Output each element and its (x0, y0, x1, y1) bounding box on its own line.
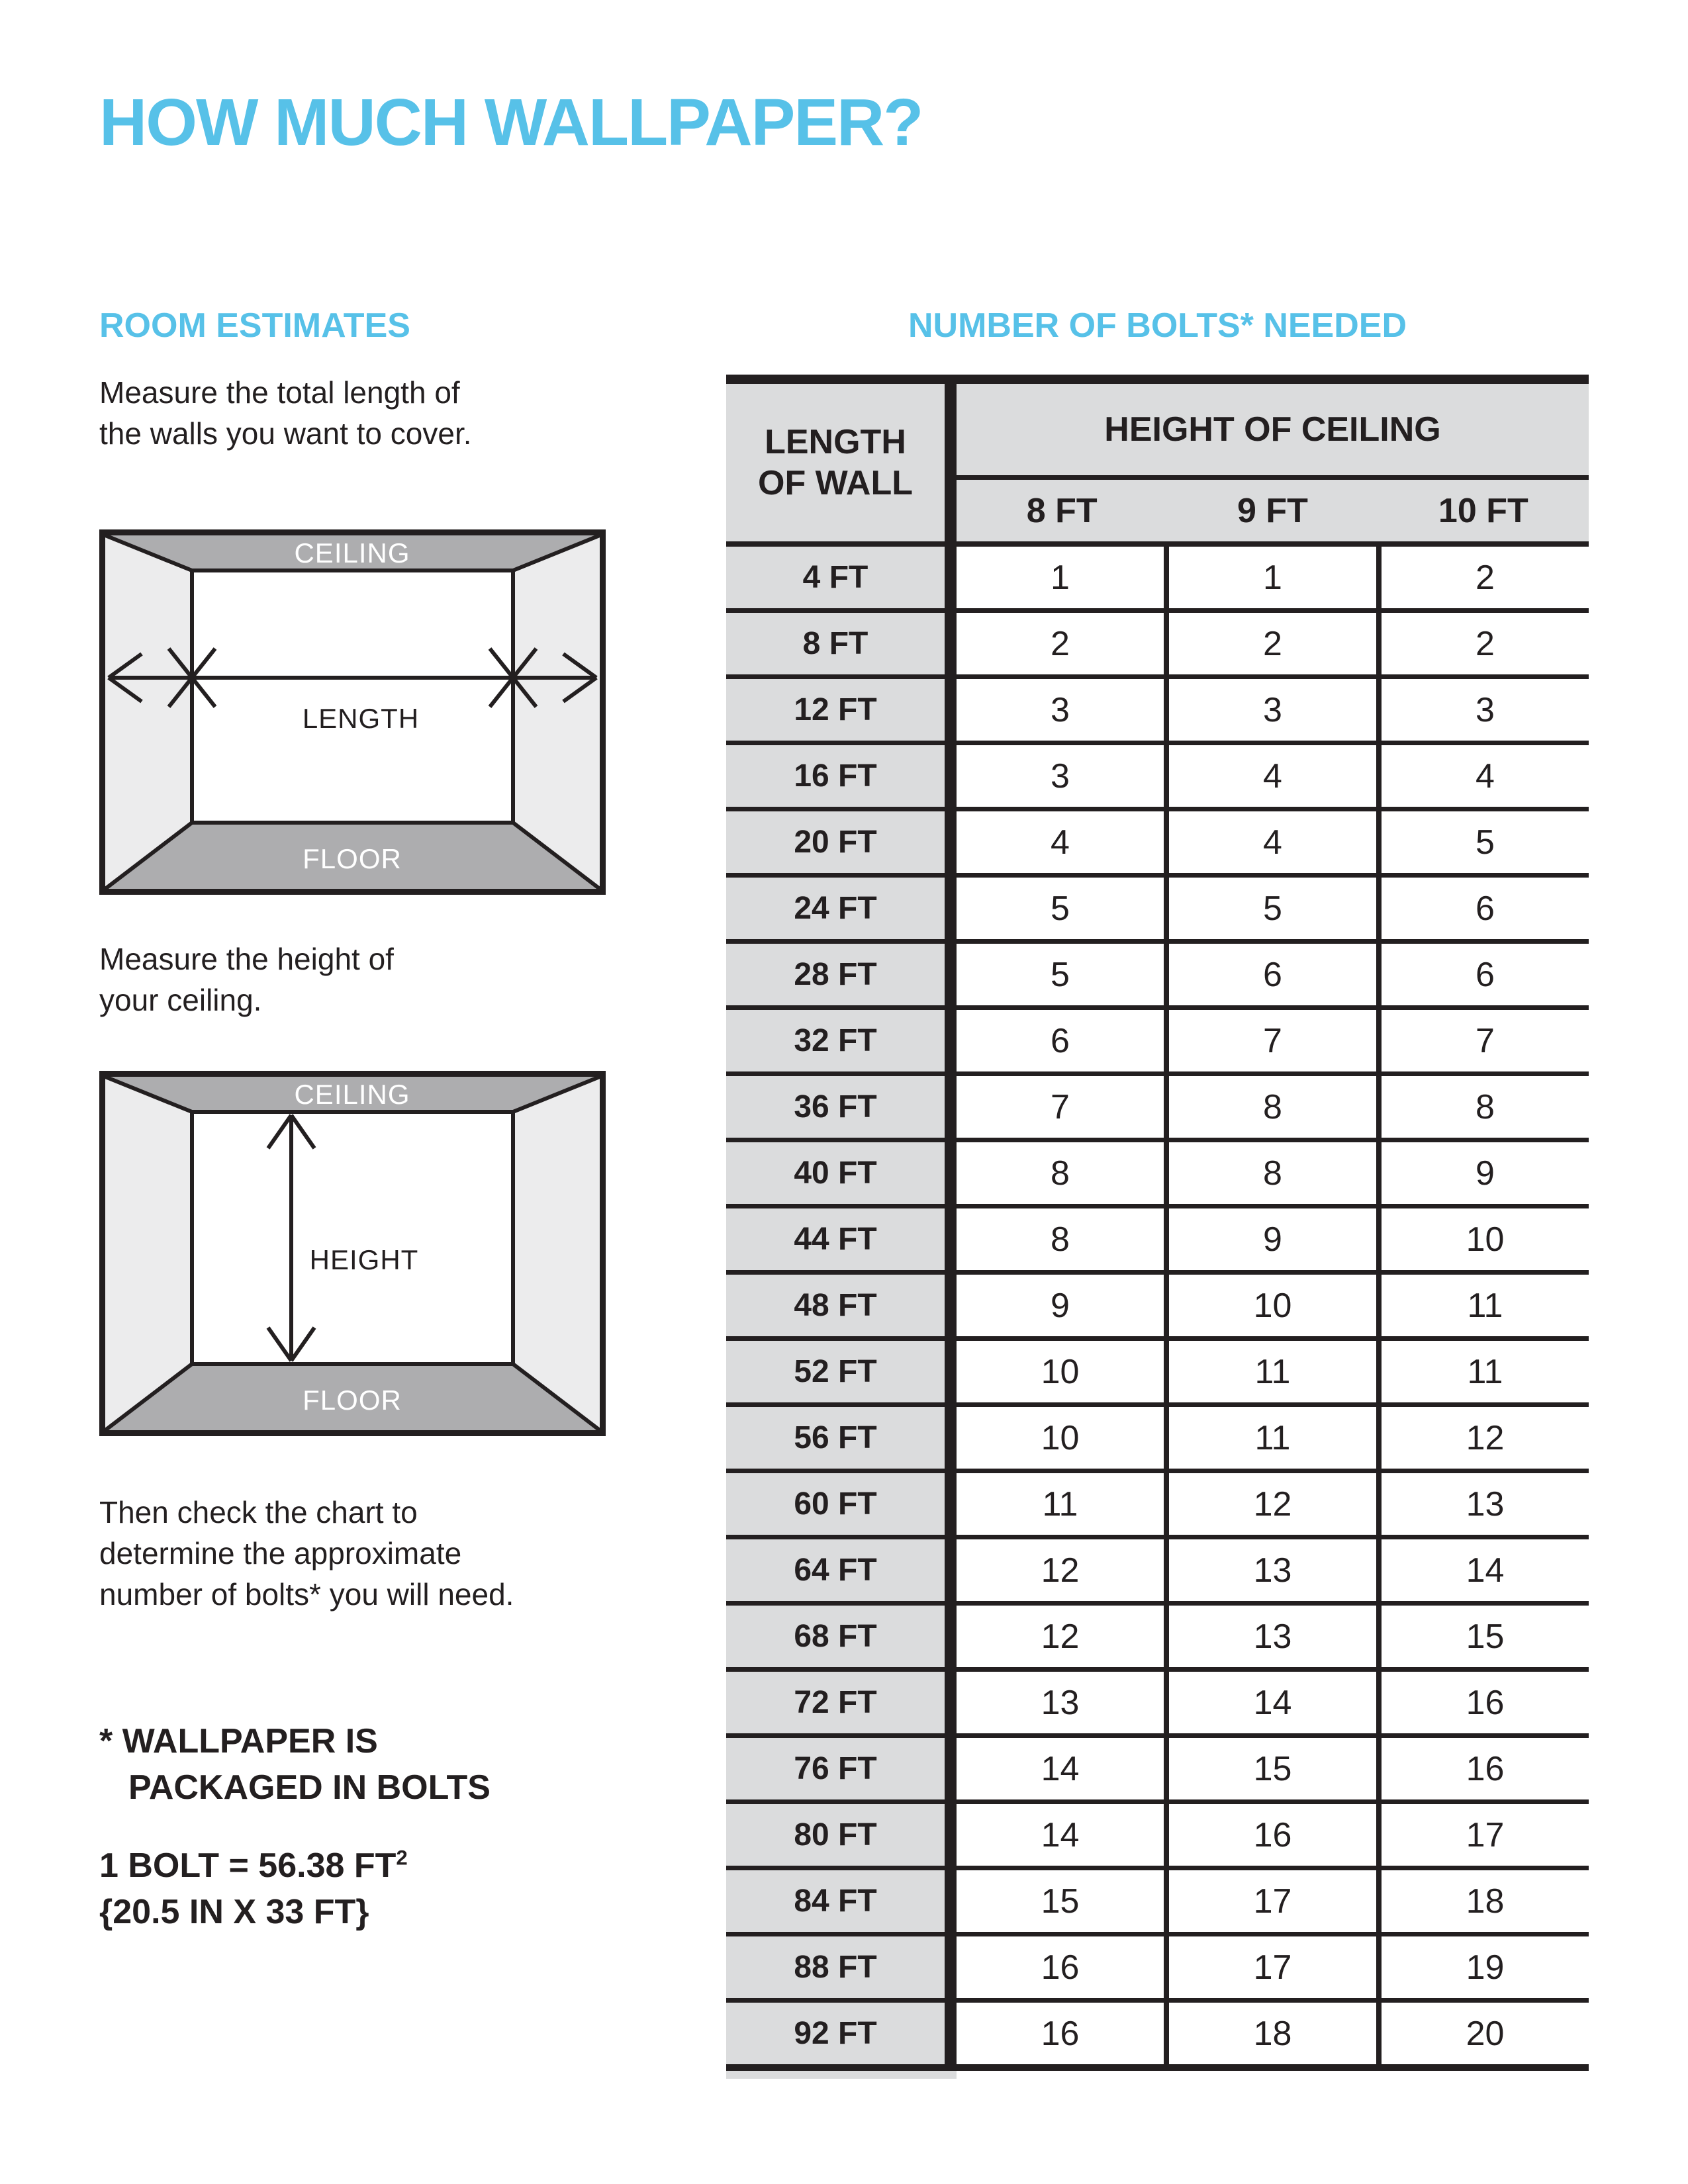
row-label: 24 FT (726, 878, 957, 939)
height-room-diagram (99, 1071, 606, 1436)
bolt-count-cell: 3 (957, 679, 1164, 741)
bolt-count-cell: 13 (957, 1672, 1164, 1733)
table-row (726, 679, 1589, 745)
bolt-count-cell: 13 (1376, 1473, 1589, 1535)
table-row (726, 1076, 1589, 1142)
bolt-count-cell: 3 (1164, 679, 1376, 741)
table-row (726, 547, 1589, 613)
table-row (726, 745, 1589, 811)
bolt-count-cell: 1 (957, 547, 1164, 608)
bolt-count-cell: 13 (1164, 1539, 1376, 1601)
col-header-10ft: 10 FT (1438, 491, 1528, 530)
bolt-count-cell: 3 (1376, 679, 1589, 741)
bolt-count-cell: 15 (1164, 1738, 1376, 1799)
row-label: 60 FT (726, 1473, 957, 1535)
bolt-count-cell: 9 (1376, 1142, 1589, 1204)
ceiling-height-subheaders (957, 480, 1589, 541)
bolt-count-cell: 10 (957, 1341, 1164, 1402)
row-label: 36 FT (726, 1076, 957, 1138)
bolt-count-cell: 6 (1376, 944, 1589, 1005)
bolt-count-cell: 11 (1376, 1341, 1589, 1402)
floor-label: FLOOR (303, 843, 402, 874)
table-row (726, 1936, 1589, 2003)
row-label: 56 FT (726, 1407, 957, 1469)
bolt-count-cell: 12 (1376, 1407, 1589, 1469)
ceiling-label: CEILING (294, 537, 410, 569)
row-label: 84 FT (726, 1870, 957, 1932)
squared-superscript: 2 (396, 1846, 408, 1870)
bolt-count-cell: 10 (1376, 1208, 1589, 1270)
table-row (726, 1142, 1589, 1208)
step3-text (99, 1492, 514, 1615)
bolt-count-cell: 10 (957, 1407, 1164, 1469)
bolt-count-cell: 12 (957, 1606, 1164, 1667)
bolt-count-cell: 11 (1376, 1275, 1589, 1336)
table-row (726, 878, 1589, 944)
bolt-count-cell: 18 (1376, 1870, 1589, 1932)
table-gray-tab (726, 2071, 957, 2079)
bolt-count-cell: 8 (1164, 1076, 1376, 1138)
back-wall (192, 570, 513, 823)
step1-text (99, 372, 472, 454)
table-row (726, 1870, 1589, 1936)
row-label: 80 FT (726, 1804, 957, 1866)
bolt-count-cell: 12 (1164, 1473, 1376, 1535)
bolt-count-cell: 11 (1164, 1407, 1376, 1469)
bolt-count-cell: 11 (957, 1473, 1164, 1535)
bolt-count-cell: 12 (957, 1539, 1164, 1601)
table-header (726, 384, 1589, 547)
bolt-dimensions: {20.5 IN X 33 FT} (99, 1893, 369, 1931)
bolt-count-cell: 13 (1164, 1606, 1376, 1667)
bolt-count-cell: 8 (957, 1142, 1164, 1204)
table-row (726, 811, 1589, 878)
bolt-count-cell: 16 (957, 2003, 1164, 2064)
bolt-count-cell: 11 (1164, 1341, 1376, 1402)
step1-line2: the walls you want to cover. (99, 416, 472, 451)
bolt-count-cell: 2 (1164, 613, 1376, 674)
step3-line3: number of bolts* you will need. (99, 1577, 514, 1612)
bolt-count-cell: 9 (1164, 1208, 1376, 1270)
length-room-diagram (99, 529, 606, 895)
row-label: 44 FT (726, 1208, 957, 1270)
row-label: 88 FT (726, 1936, 957, 1998)
table-row (726, 1407, 1589, 1473)
bolts-table (726, 375, 1589, 2079)
room-estimates-heading: ROOM ESTIMATES (99, 306, 410, 345)
bolt-count-cell: 2 (1376, 613, 1589, 674)
bolt-count-cell: 17 (1376, 1804, 1589, 1866)
bolt-count-cell: 16 (1376, 1738, 1589, 1799)
bolt-count-cell: 18 (1164, 2003, 1376, 2064)
table-row (726, 1539, 1589, 1606)
bolt-count-cell: 16 (957, 1936, 1164, 1998)
row-label: 4 FT (726, 547, 957, 608)
row-label: 52 FT (726, 1341, 957, 1402)
row-label: 40 FT (726, 1142, 957, 1204)
bolt-count-cell: 7 (1376, 1010, 1589, 1071)
bolt-count-cell: 9 (957, 1275, 1164, 1336)
bolt-count-cell: 8 (1164, 1142, 1376, 1204)
bolt-count-cell: 16 (1164, 1804, 1376, 1866)
bolt-count-cell: 4 (1164, 811, 1376, 873)
row-label: 16 FT (726, 745, 957, 807)
bolt-count-cell: 17 (1164, 1936, 1376, 1998)
bolt-count-cell: 1 (1164, 547, 1376, 608)
bolt-count-cell: 7 (1164, 1010, 1376, 1071)
bolt-count-cell: 2 (1376, 547, 1589, 608)
row-label: 72 FT (726, 1672, 957, 1733)
back-wall (192, 1112, 513, 1364)
bolt-equation: 1 BOLT = 56.38 $FT^2$ (99, 1846, 408, 1885)
bolt-count-cell: 14 (957, 1804, 1164, 1866)
bolt-count-cell: 8 (957, 1208, 1164, 1270)
step2-text (99, 938, 394, 1021)
length-of-wall-header (726, 384, 957, 541)
table-row (726, 1208, 1589, 1275)
table-body (726, 547, 1589, 2064)
bolt-size-note (99, 1843, 408, 1935)
table-row (726, 2003, 1589, 2064)
floor-label: FLOOR (303, 1385, 402, 1416)
row-label: 20 FT (726, 811, 957, 873)
bolt-count-cell: 10 (1164, 1275, 1376, 1336)
row-label: 48 FT (726, 1275, 957, 1336)
bolt-count-cell: 6 (957, 1010, 1164, 1071)
table-row (726, 1804, 1589, 1870)
corner-header-line1: LENGTH (765, 423, 906, 461)
bolts-needed-heading: NUMBER OF BOLTS* NEEDED (908, 306, 1407, 345)
table-row (726, 1341, 1589, 1407)
row-label: 76 FT (726, 1738, 957, 1799)
col-header-9ft: 9 FT (1237, 491, 1308, 530)
bolt-count-cell: 14 (1376, 1539, 1589, 1601)
bolt-count-cell: 4 (957, 811, 1164, 873)
bolt-count-cell: 7 (957, 1076, 1164, 1138)
row-label: 8 FT (726, 613, 957, 674)
step3-line1: Then check the chart to (99, 1495, 418, 1529)
bolt-count-cell: 5 (1164, 878, 1376, 939)
step2-line1: Measure the height of (99, 942, 394, 976)
row-label: 12 FT (726, 679, 957, 741)
table-row (726, 613, 1589, 679)
bolt-count-cell: 20 (1376, 2003, 1589, 2064)
table-row (726, 944, 1589, 1010)
row-label: 32 FT (726, 1010, 957, 1071)
bolt-count-cell: 15 (957, 1870, 1164, 1932)
bolt-count-cell: 2 (957, 613, 1164, 674)
bolt-count-cell: 14 (957, 1738, 1164, 1799)
table-row (726, 1672, 1589, 1738)
ceiling-height-headers (957, 384, 1589, 541)
table-top-bar (726, 375, 1589, 384)
table-row (726, 1275, 1589, 1341)
step3-line2: determine the approximate (99, 1536, 462, 1570)
height-of-ceiling-header: HEIGHT OF CEILING (957, 384, 1589, 480)
table-row (726, 1738, 1589, 1804)
step2-line2: your ceiling. (99, 983, 262, 1017)
table-row (726, 1473, 1589, 1539)
bolt-count-cell: 3 (957, 745, 1164, 807)
bolt-count-cell: 4 (1164, 745, 1376, 807)
table-bottom-bar (726, 2064, 1589, 2071)
footnote-line2: PACKAGED IN BOLTS (128, 1768, 491, 1807)
ceiling-label: CEILING (294, 1079, 410, 1110)
bolt-count-cell: 5 (957, 944, 1164, 1005)
table-row (726, 1010, 1589, 1076)
length-label: LENGTH (302, 703, 420, 734)
page-title: HOW MUCH WALLPAPER? (99, 85, 923, 159)
table-row (726, 1606, 1589, 1672)
step1-line1: Measure the total length of (99, 375, 460, 410)
bolt-count-cell: 6 (1164, 944, 1376, 1005)
row-label: 64 FT (726, 1539, 957, 1601)
row-label: 68 FT (726, 1606, 957, 1667)
bolt-count-cell: 14 (1164, 1672, 1376, 1733)
bolt-footnote (99, 1718, 491, 1811)
row-label: 28 FT (726, 944, 957, 1005)
col-header-8ft: 8 FT (1026, 491, 1098, 530)
bolt-count-cell: 5 (1376, 811, 1589, 873)
bolt-count-cell: 4 (1376, 745, 1589, 807)
bolt-count-cell: 8 (1376, 1076, 1589, 1138)
height-label: HEIGHT (309, 1244, 419, 1275)
bolt-count-cell: 19 (1376, 1936, 1589, 1998)
footnote-line1: * WALLPAPER IS (99, 1722, 378, 1760)
bolt-count-cell: 5 (957, 878, 1164, 939)
row-label: 92 FT (726, 2003, 957, 2064)
corner-header-line2: OF WALL (758, 464, 913, 502)
bolt-count-cell: 16 (1376, 1672, 1589, 1733)
bolt-count-cell: 6 (1376, 878, 1589, 939)
bolt-count-cell: 17 (1164, 1870, 1376, 1932)
bolt-count-cell: 15 (1376, 1606, 1589, 1667)
